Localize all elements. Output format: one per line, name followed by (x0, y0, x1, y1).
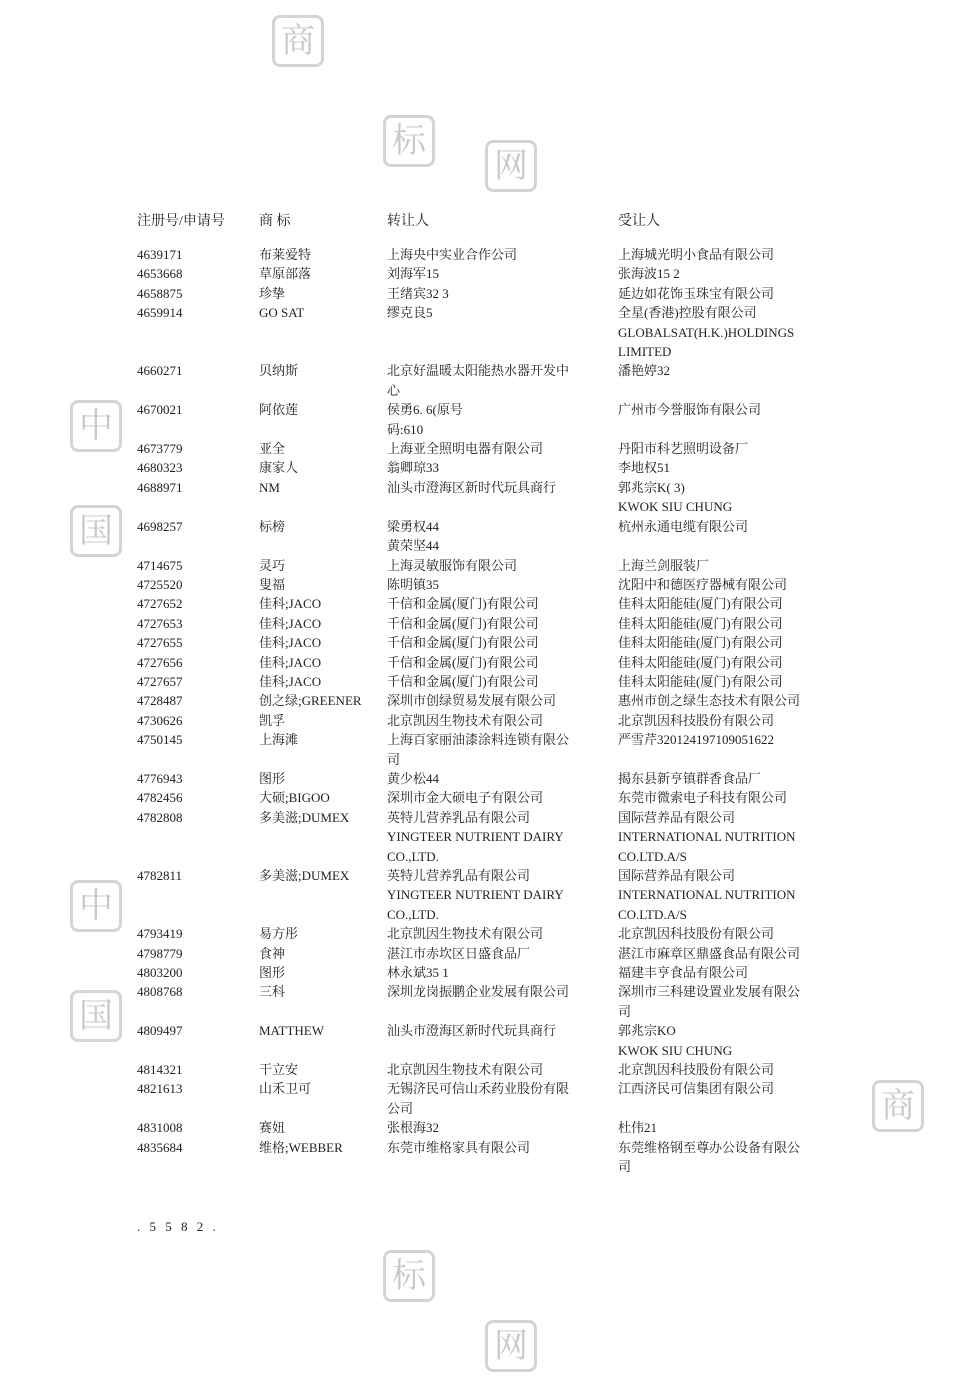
reg-no: 4725520 (137, 576, 183, 592)
table-row (137, 808, 837, 866)
table-row (137, 730, 837, 769)
cell-line: 深圳市三科建设置业发展有限公 (618, 984, 801, 1000)
cell-line: 北京凯因科技股份有限公司 (618, 1062, 775, 1078)
transferor (387, 711, 618, 730)
trademark: 多美滋;DUMEX (259, 809, 350, 825)
transferee (618, 963, 833, 982)
reg-no: 4653668 (137, 266, 183, 282)
cell-line: 佳科太阳能硅(厦门)有限公司 (618, 615, 783, 631)
table-row (137, 963, 837, 982)
transferee (618, 614, 833, 633)
trademark: 维格;WEBBER (259, 1139, 343, 1155)
table-row (137, 517, 837, 556)
cell-line: 心 (387, 382, 401, 398)
cell-line: 英特儿营养乳品有限公司 (387, 868, 531, 883)
cell-line: INTERNATIONAL NUTRITION (618, 829, 796, 845)
trademark: 图形 (259, 770, 286, 786)
transferor (387, 1138, 618, 1177)
transferee (618, 866, 833, 924)
trademark: 凯孚 (259, 712, 286, 728)
watermark: 国 (70, 990, 122, 1042)
transferee (618, 1138, 833, 1177)
table-row (137, 672, 837, 691)
transferor (387, 963, 618, 982)
transferee (618, 633, 833, 652)
cell-line: 无锡济民可信山禾药业股份有限 (387, 1081, 570, 1097)
watermark: 网 (485, 1320, 537, 1372)
watermark: 标 (383, 115, 435, 167)
transferor (387, 672, 618, 691)
reg-no: 4776943 (137, 770, 183, 786)
trademark: 干立安 (259, 1062, 299, 1078)
reg-no: 4639171 (137, 247, 183, 262)
reg-no: 4798779 (137, 945, 183, 961)
transferee (618, 653, 833, 672)
cell-line: 丹阳市科艺照明设备厂 (618, 441, 749, 457)
transferee (618, 458, 833, 477)
reg-no: 4814321 (137, 1062, 183, 1078)
transferor (387, 769, 618, 788)
transferor (387, 361, 618, 400)
transfer-table (137, 212, 837, 1177)
cell-line: 张根海32 (387, 1120, 440, 1136)
table-row (137, 575, 837, 594)
table-row (137, 866, 837, 924)
reg-no: 4835684 (137, 1139, 183, 1155)
cell-line: 陈明镇35 (387, 576, 440, 592)
reg-no: 4727656 (137, 654, 183, 670)
transferor (387, 866, 618, 924)
transferee (618, 769, 833, 788)
transferee (618, 517, 833, 556)
transferor (387, 575, 618, 594)
transferee (618, 556, 833, 575)
trademark: 阿依莲 (259, 402, 299, 418)
cell-line: 司 (618, 1159, 632, 1175)
cell-line: 上海百家丽油漆涂料连锁有限公 (387, 732, 570, 748)
transferee (618, 691, 833, 710)
table-row (137, 653, 837, 672)
cell-line: 深圳龙岗振鹏企业发展有限公司 (387, 984, 570, 1000)
cell-line: INTERNATIONAL NUTRITION (618, 887, 796, 903)
table-row (137, 594, 837, 613)
watermark: 网 (485, 140, 537, 192)
transferee (618, 1118, 833, 1137)
cell-line: 码:610 (387, 421, 424, 437)
transferee (618, 944, 833, 963)
trademark: 标榜 (259, 518, 286, 534)
cell-line: 翁卿琼33 (387, 460, 440, 476)
table-row (137, 1118, 837, 1137)
trademark: MATTHEW (259, 1023, 324, 1039)
cell-line: 湛江市麻章区鼎盛食品有限公司 (618, 945, 801, 961)
trademark: 亚全 (259, 441, 286, 457)
trademark: 佳科;JACO (259, 635, 322, 651)
cell-line: 深圳市金大硕电子有限公司 (387, 790, 544, 806)
reg-no: 4809497 (137, 1023, 183, 1039)
transferee (618, 478, 833, 517)
cell-line: GLOBALSAT(H.K.)HOLDINGS (618, 324, 795, 340)
trademark: NM (259, 479, 280, 495)
table-row (137, 633, 837, 652)
table-row (137, 264, 837, 283)
reg-no: 4728487 (137, 693, 183, 709)
cell-line: 侯勇6. 6(原号 (387, 402, 463, 418)
cell-line: 全星(香港)控股有限公司 (618, 305, 757, 321)
cell-line: 刘海军15 (387, 266, 440, 282)
cell-line: 千信和金属(厦门)有限公司 (387, 673, 539, 689)
table-row (137, 691, 837, 710)
reg-no: 4821613 (137, 1081, 183, 1097)
transferor (387, 730, 618, 769)
table-row (137, 303, 837, 361)
cell-line: 上海灵敏服饰有限公司 (387, 557, 518, 573)
transferee (618, 711, 833, 730)
table-body (137, 245, 837, 1177)
transferee (618, 982, 833, 1021)
transferee (618, 788, 833, 807)
transferee (618, 1021, 833, 1060)
cell-line: 梁勇权44 (387, 518, 440, 534)
trademark: 贝纳斯 (259, 363, 299, 379)
cell-line: 沈阳中和德医疗器械有限公司 (618, 576, 788, 592)
trademark: 布莱爱特 (259, 247, 312, 262)
transferee (618, 924, 833, 943)
transferee (618, 1079, 833, 1118)
cell-line: 郭兆宗KO (618, 1023, 676, 1039)
cell-line: 千信和金属(厦门)有限公司 (387, 596, 539, 612)
transferor (387, 982, 618, 1021)
table-row (137, 982, 837, 1021)
cell-line: 福建丰亨食品有限公司 (618, 965, 749, 981)
cell-line: 千信和金属(厦门)有限公司 (387, 635, 539, 651)
table-row (137, 769, 837, 788)
table-row (137, 439, 837, 458)
trademark: 创之绿;GREENER (259, 693, 362, 709)
transferee (618, 245, 833, 264)
cell-line: 张海波15 2 (618, 266, 680, 282)
transferee (618, 264, 833, 283)
trademark: 叟福 (259, 576, 286, 592)
reg-no: 4680323 (137, 460, 183, 476)
cell-line: 北京凯因科技股份有限公司 (618, 712, 775, 728)
trademark: 山禾卫可 (259, 1081, 312, 1097)
cell-line: 揭东县新亨镇群香食品厂 (618, 770, 762, 786)
cell-line: 王绪宾32 3 (387, 285, 449, 301)
cell-line: LIMITED (618, 344, 672, 360)
trademark: 图形 (259, 965, 286, 981)
trademark: 珍挚 (259, 285, 286, 301)
trademark: 康家人 (259, 460, 299, 476)
transferee (618, 672, 833, 691)
cell-line: CO.LTD.A/S (618, 906, 687, 922)
transferee (618, 400, 833, 439)
reg-no: 4831008 (137, 1120, 183, 1136)
transferor (387, 400, 618, 439)
transferor (387, 439, 618, 458)
table-row (137, 1079, 837, 1118)
cell-line: CO.LTD.A/S (618, 848, 687, 864)
cell-line: 上海亚全照明电器有限公司 (387, 441, 544, 457)
cell-line: 李地权51 (618, 460, 671, 476)
cell-line: 江西济民可信集团有限公司 (618, 1081, 775, 1097)
table-row (137, 478, 837, 517)
cell-line: 杜伟21 (618, 1120, 658, 1136)
watermark: 商 (272, 15, 324, 67)
cell-line: 湛江市赤坎区日盛食品厂 (387, 945, 531, 961)
transferor (387, 284, 618, 303)
header-reg-no: 注册号/申请号 (137, 214, 225, 229)
trademark: 灵巧 (259, 557, 286, 573)
transferee (618, 594, 833, 613)
reg-no: 4658875 (137, 285, 183, 301)
table-row (137, 245, 837, 264)
transferor (387, 1021, 618, 1060)
cell-line: 东莞市微索电子科技有限公司 (618, 790, 788, 806)
cell-line: 郭兆宗K( 3) (618, 479, 685, 495)
transferor (387, 264, 618, 283)
cell-line: KWOK SIU CHUNG (618, 499, 733, 515)
cell-line: 北京凯因生物技术有限公司 (387, 1062, 544, 1078)
cell-line: 英特儿营养乳品有限公司 (387, 809, 531, 825)
reg-no: 4727653 (137, 615, 183, 631)
table-row (137, 284, 837, 303)
table-row (137, 458, 837, 477)
reg-no: 4782456 (137, 790, 183, 806)
reg-no: 4698257 (137, 518, 183, 534)
reg-no: 4659914 (137, 305, 183, 321)
reg-no: 4727652 (137, 596, 183, 612)
transferor (387, 924, 618, 943)
reg-no: 4803200 (137, 965, 183, 981)
transferee (618, 575, 833, 594)
cell-line: 北京凯因科技股份有限公司 (618, 926, 775, 942)
trademark: 上海滩 (259, 732, 299, 748)
trademark: 大硕;BIGOO (259, 790, 330, 806)
transferor (387, 653, 618, 672)
transferor (387, 944, 618, 963)
cell-line: 杭州永通电缆有限公司 (618, 518, 749, 534)
transferee (618, 1060, 833, 1079)
trademark: 佳科;JACO (259, 615, 322, 631)
trademark: GO SAT (259, 305, 305, 321)
transferor (387, 1118, 618, 1137)
transferor (387, 478, 618, 517)
cell-line: 广州市今誉服饰有限公司 (618, 402, 762, 418)
page-number: . 5 5 8 2 . (137, 1219, 219, 1234)
reg-no: 4660271 (137, 363, 183, 379)
cell-line: 黄少松44 (387, 770, 440, 786)
cell-line: 缪克良5 (387, 305, 433, 321)
trademark: 赛妞 (259, 1120, 286, 1136)
cell-line: 汕头市澄海区新时代玩具商行 (387, 479, 557, 495)
trademark: 佳科;JACO (259, 654, 322, 670)
watermark: 标 (383, 1250, 435, 1302)
cell-line: 国际营养品有限公司 (618, 809, 736, 825)
transferee (618, 284, 833, 303)
reg-no: 4750145 (137, 732, 183, 748)
transferor (387, 691, 618, 710)
reg-no: 4688971 (137, 479, 183, 495)
cell-line: 汕头市澄海区新时代玩具商行 (387, 1023, 557, 1039)
cell-line: 北京好温暖太阳能热水器开发中 (387, 363, 570, 379)
transferee (618, 808, 833, 866)
cell-line: 千信和金属(厦门)有限公司 (387, 654, 539, 670)
watermark: 国 (70, 505, 122, 557)
trademark: 佳科;JACO (259, 596, 322, 612)
cell-line: 东莞维格钢至尊办公设备有限公 (618, 1139, 801, 1155)
table-row (137, 1021, 837, 1060)
transferee (618, 303, 833, 361)
reg-no: 4808768 (137, 984, 183, 1000)
reg-no: 4730626 (137, 712, 183, 728)
reg-no: 4782811 (137, 868, 183, 883)
trademark: 三科 (259, 984, 286, 1000)
transferor (387, 1079, 618, 1118)
reg-no: 4727657 (137, 673, 183, 689)
cell-line: 佳科太阳能硅(厦门)有限公司 (618, 596, 783, 612)
transferor (387, 633, 618, 652)
transferor (387, 556, 618, 575)
reg-no: 4673779 (137, 441, 183, 457)
cell-line: CO.,LTD. (387, 848, 439, 864)
cell-line: 公司 (387, 1100, 414, 1116)
cell-line: YINGTEER NUTRIENT DAIRY (387, 829, 564, 845)
header-transferor: 转让人 (387, 214, 429, 229)
trademark: 易方彤 (259, 926, 299, 942)
header-mark: 商 标 (259, 214, 291, 229)
cell-line: 延边如花饰玉珠宝有限公司 (618, 285, 775, 301)
reg-no: 4793419 (137, 926, 183, 942)
cell-line: 佳科太阳能硅(厦门)有限公司 (618, 673, 783, 689)
table-row (137, 1060, 837, 1079)
cell-line: 司 (618, 1003, 632, 1019)
cell-line: 东莞市维格家具有限公司 (387, 1139, 531, 1155)
cell-line: 佳科太阳能硅(厦门)有限公司 (618, 635, 783, 651)
cell-line: 惠州市创之绿生态技术有限公司 (618, 693, 801, 709)
transferee (618, 361, 833, 400)
cell-line: 上海兰剑服装厂 (618, 557, 710, 573)
reg-no: 4782808 (137, 809, 183, 825)
cell-line: 国际营养品有限公司 (618, 868, 736, 883)
watermark: 中 (70, 880, 122, 932)
transferor (387, 788, 618, 807)
cell-line: 北京凯因生物技术有限公司 (387, 926, 544, 942)
transferee (618, 439, 833, 458)
table-row (137, 711, 837, 730)
table-row (137, 1138, 837, 1177)
cell-line: 北京凯因生物技术有限公司 (387, 712, 544, 728)
trademark: 多美滋;DUMEX (259, 868, 350, 883)
cell-line: 上海央中实业合作公司 (387, 247, 518, 262)
table-row (137, 944, 837, 963)
cell-line: KWOK SIU CHUNG (618, 1042, 733, 1058)
cell-line: 上海城光明小食品有限公司 (618, 247, 775, 262)
cell-line: 深圳市创绿贸易发展有限公司 (387, 693, 557, 709)
trademark: 草原部落 (259, 266, 312, 282)
cell-line: YINGTEER NUTRIENT DAIRY (387, 887, 564, 903)
header-transferee: 受让人 (618, 214, 660, 229)
watermark: 中 (70, 400, 122, 452)
table-row (137, 400, 837, 439)
cell-line: 林永斌35 1 (387, 965, 449, 981)
table-row (137, 556, 837, 575)
transferee (618, 730, 833, 769)
transferor (387, 614, 618, 633)
cell-line: 严雪芹320124197109051622 (618, 732, 775, 748)
table-row (137, 614, 837, 633)
cell-line: 黄荣坚44 (387, 538, 440, 554)
transferor (387, 594, 618, 613)
cell-line: CO.,LTD. (387, 906, 439, 922)
transferor (387, 303, 618, 361)
cell-line: 司 (387, 751, 401, 767)
transferor (387, 1060, 618, 1079)
table-row (137, 924, 837, 943)
transferor (387, 517, 618, 556)
cell-line: 千信和金属(厦门)有限公司 (387, 615, 539, 631)
table-header (137, 212, 837, 245)
table-row (137, 361, 837, 400)
transferor (387, 458, 618, 477)
trademark: 食神 (259, 945, 286, 961)
cell-line: 潘艳婷32 (618, 363, 671, 379)
table-row (137, 788, 837, 807)
watermark: 商 (872, 1080, 924, 1132)
reg-no: 4670021 (137, 402, 183, 418)
reg-no: 4727655 (137, 635, 183, 651)
reg-no: 4714675 (137, 557, 183, 573)
transferor (387, 808, 618, 866)
trademark: 佳科;JACO (259, 673, 322, 689)
cell-line: 佳科太阳能硅(厦门)有限公司 (618, 654, 783, 670)
transferor (387, 245, 618, 264)
